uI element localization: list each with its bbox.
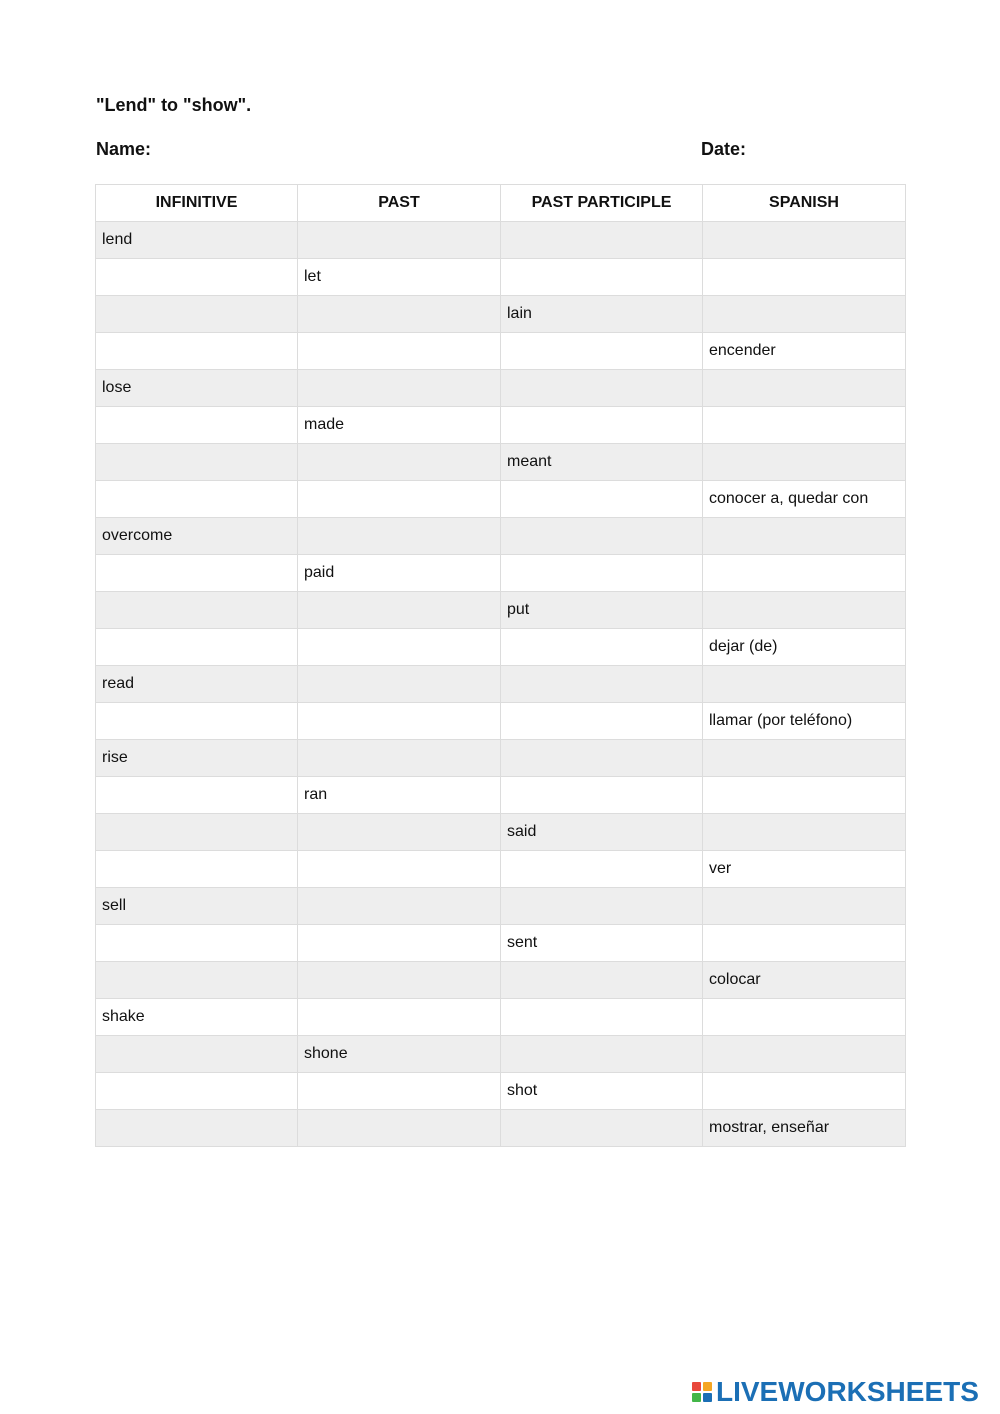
past-participle-cell[interactable] — [501, 518, 703, 555]
logo-text: LIVEWORKSHEETS — [716, 1376, 979, 1407]
past-participle-cell: shot — [501, 1073, 703, 1110]
table-row — [96, 407, 906, 444]
infinitive-cell: overcome — [96, 518, 298, 555]
table-row — [96, 259, 906, 296]
table-row — [96, 962, 906, 999]
logo-square-green — [692, 1393, 701, 1402]
liveworksheets-logo-icon — [692, 1382, 712, 1402]
past-participle-cell[interactable] — [501, 888, 703, 925]
past-cell[interactable] — [298, 1073, 501, 1110]
logo-square-red — [692, 1382, 701, 1391]
past-participle-cell[interactable] — [501, 740, 703, 777]
table-row — [96, 703, 906, 740]
table-row — [96, 629, 906, 666]
spanish-cell[interactable] — [703, 259, 906, 296]
past-cell[interactable] — [298, 518, 501, 555]
spanish-cell[interactable] — [703, 370, 906, 407]
infinitive-cell[interactable] — [96, 925, 298, 962]
past-participle-cell: sent — [501, 925, 703, 962]
past-cell[interactable] — [298, 629, 501, 666]
infinitive-cell[interactable] — [96, 481, 298, 518]
column-header: SPANISH — [703, 185, 906, 222]
table-row — [96, 999, 906, 1036]
past-cell[interactable] — [298, 370, 501, 407]
infinitive-cell[interactable] — [96, 851, 298, 888]
spanish-cell[interactable] — [703, 999, 906, 1036]
past-participle-cell[interactable] — [501, 555, 703, 592]
infinitive-cell[interactable] — [96, 555, 298, 592]
table-row — [96, 888, 906, 925]
table-row — [96, 1036, 906, 1073]
past-cell[interactable] — [298, 481, 501, 518]
infinitive-cell: read — [96, 666, 298, 703]
spanish-cell: encender — [703, 333, 906, 370]
past-participle-cell: put — [501, 592, 703, 629]
table-row — [96, 1110, 906, 1147]
spanish-cell[interactable] — [703, 592, 906, 629]
spanish-cell[interactable] — [703, 222, 906, 259]
past-participle-cell[interactable] — [501, 259, 703, 296]
spanish-cell[interactable] — [703, 925, 906, 962]
date-label: Date: — [701, 139, 747, 159]
past-participle-cell[interactable] — [501, 222, 703, 259]
infinitive-cell: sell — [96, 888, 298, 925]
infinitive-cell[interactable] — [96, 407, 298, 444]
spanish-cell[interactable] — [703, 1036, 906, 1073]
spanish-cell[interactable] — [703, 666, 906, 703]
past-participle-cell[interactable] — [501, 407, 703, 444]
worksheet-title: "Lend" to "show". — [96, 95, 252, 115]
infinitive-cell[interactable] — [96, 592, 298, 629]
spanish-cell: dejar (de) — [703, 629, 906, 666]
verb-table — [95, 184, 906, 1147]
past-participle-cell: meant — [501, 444, 703, 481]
spanish-cell[interactable] — [703, 296, 906, 333]
table-row — [96, 777, 906, 814]
past-participle-cell[interactable] — [501, 703, 703, 740]
infinitive-cell: shake — [96, 999, 298, 1036]
table-row — [96, 592, 906, 629]
infinitive-cell[interactable] — [96, 1110, 298, 1147]
past-cell[interactable] — [298, 296, 501, 333]
spanish-cell[interactable] — [703, 407, 906, 444]
past-cell[interactable] — [298, 444, 501, 481]
infinitive-cell[interactable] — [96, 296, 298, 333]
table-row — [96, 518, 906, 555]
past-participle-cell[interactable] — [501, 1110, 703, 1147]
past-cell[interactable] — [298, 592, 501, 629]
past-cell: let — [298, 259, 501, 296]
spanish-cell[interactable] — [703, 888, 906, 925]
past-cell[interactable] — [298, 814, 501, 851]
past-participle-cell[interactable] — [501, 851, 703, 888]
table-row — [96, 296, 906, 333]
infinitive-cell[interactable] — [96, 1036, 298, 1073]
name-label: Name: — [96, 139, 152, 159]
past-cell[interactable] — [298, 703, 501, 740]
table-row — [96, 1073, 906, 1110]
liveworksheets-logo — [692, 1376, 979, 1408]
table-row — [96, 814, 906, 851]
past-cell[interactable] — [298, 962, 501, 999]
past-participle-cell[interactable] — [501, 999, 703, 1036]
infinitive-cell[interactable] — [96, 962, 298, 999]
infinitive-cell[interactable] — [96, 333, 298, 370]
past-cell[interactable] — [298, 333, 501, 370]
spanish-cell: colocar — [703, 962, 906, 999]
table-header-row — [96, 185, 906, 222]
past-cell[interactable] — [298, 666, 501, 703]
past-cell[interactable] — [298, 222, 501, 259]
past-cell: shone — [298, 1036, 501, 1073]
past-participle-cell: said — [501, 814, 703, 851]
column-header: PAST — [298, 185, 501, 222]
past-participle-cell[interactable] — [501, 629, 703, 666]
past-participle-cell[interactable] — [501, 666, 703, 703]
table-row — [96, 444, 906, 481]
infinitive-cell: lose — [96, 370, 298, 407]
table-row — [96, 481, 906, 518]
spanish-cell: conocer a, quedar con — [703, 481, 906, 518]
table-row — [96, 370, 906, 407]
table-row — [96, 555, 906, 592]
infinitive-cell[interactable] — [96, 814, 298, 851]
infinitive-cell[interactable] — [96, 259, 298, 296]
table-row — [96, 740, 906, 777]
past-cell: made — [298, 407, 501, 444]
table-row — [96, 666, 906, 703]
past-participle-cell: lain — [501, 296, 703, 333]
spanish-cell[interactable] — [703, 444, 906, 481]
infinitive-cell[interactable] — [96, 629, 298, 666]
past-cell[interactable] — [298, 740, 501, 777]
past-participle-cell[interactable] — [501, 962, 703, 999]
past-cell: paid — [298, 555, 501, 592]
column-header: INFINITIVE — [96, 185, 298, 222]
spanish-cell: ver — [703, 851, 906, 888]
spanish-cell[interactable] — [703, 814, 906, 851]
spanish-cell[interactable] — [703, 777, 906, 814]
spanish-cell: llamar (por teléfono) — [703, 703, 906, 740]
logo-square-orange — [703, 1382, 712, 1391]
spanish-cell[interactable] — [703, 740, 906, 777]
table-row — [96, 851, 906, 888]
spanish-cell: mostrar, enseñar — [703, 1110, 906, 1147]
table-row — [96, 333, 906, 370]
table-row — [96, 222, 906, 259]
past-cell: ran — [298, 777, 501, 814]
table-row — [96, 925, 906, 962]
past-cell[interactable] — [298, 851, 501, 888]
infinitive-cell: rise — [96, 740, 298, 777]
past-cell[interactable] — [298, 925, 501, 962]
past-participle-cell[interactable] — [501, 333, 703, 370]
past-cell[interactable] — [298, 1110, 501, 1147]
past-participle-cell[interactable] — [501, 481, 703, 518]
infinitive-cell[interactable] — [96, 444, 298, 481]
past-participle-cell[interactable] — [501, 1036, 703, 1073]
past-cell[interactable] — [298, 888, 501, 925]
spanish-cell[interactable] — [703, 1073, 906, 1110]
past-participle-cell[interactable] — [501, 370, 703, 407]
spanish-cell[interactable] — [703, 555, 906, 592]
infinitive-cell: lend — [96, 222, 298, 259]
spanish-cell[interactable] — [703, 518, 906, 555]
past-cell[interactable] — [298, 999, 501, 1036]
infinitive-cell[interactable] — [96, 703, 298, 740]
infinitive-cell[interactable] — [96, 1073, 298, 1110]
past-participle-cell[interactable] — [501, 777, 703, 814]
column-header: PAST PARTICIPLE — [501, 185, 703, 222]
logo-square-blue — [703, 1393, 712, 1402]
infinitive-cell[interactable] — [96, 777, 298, 814]
